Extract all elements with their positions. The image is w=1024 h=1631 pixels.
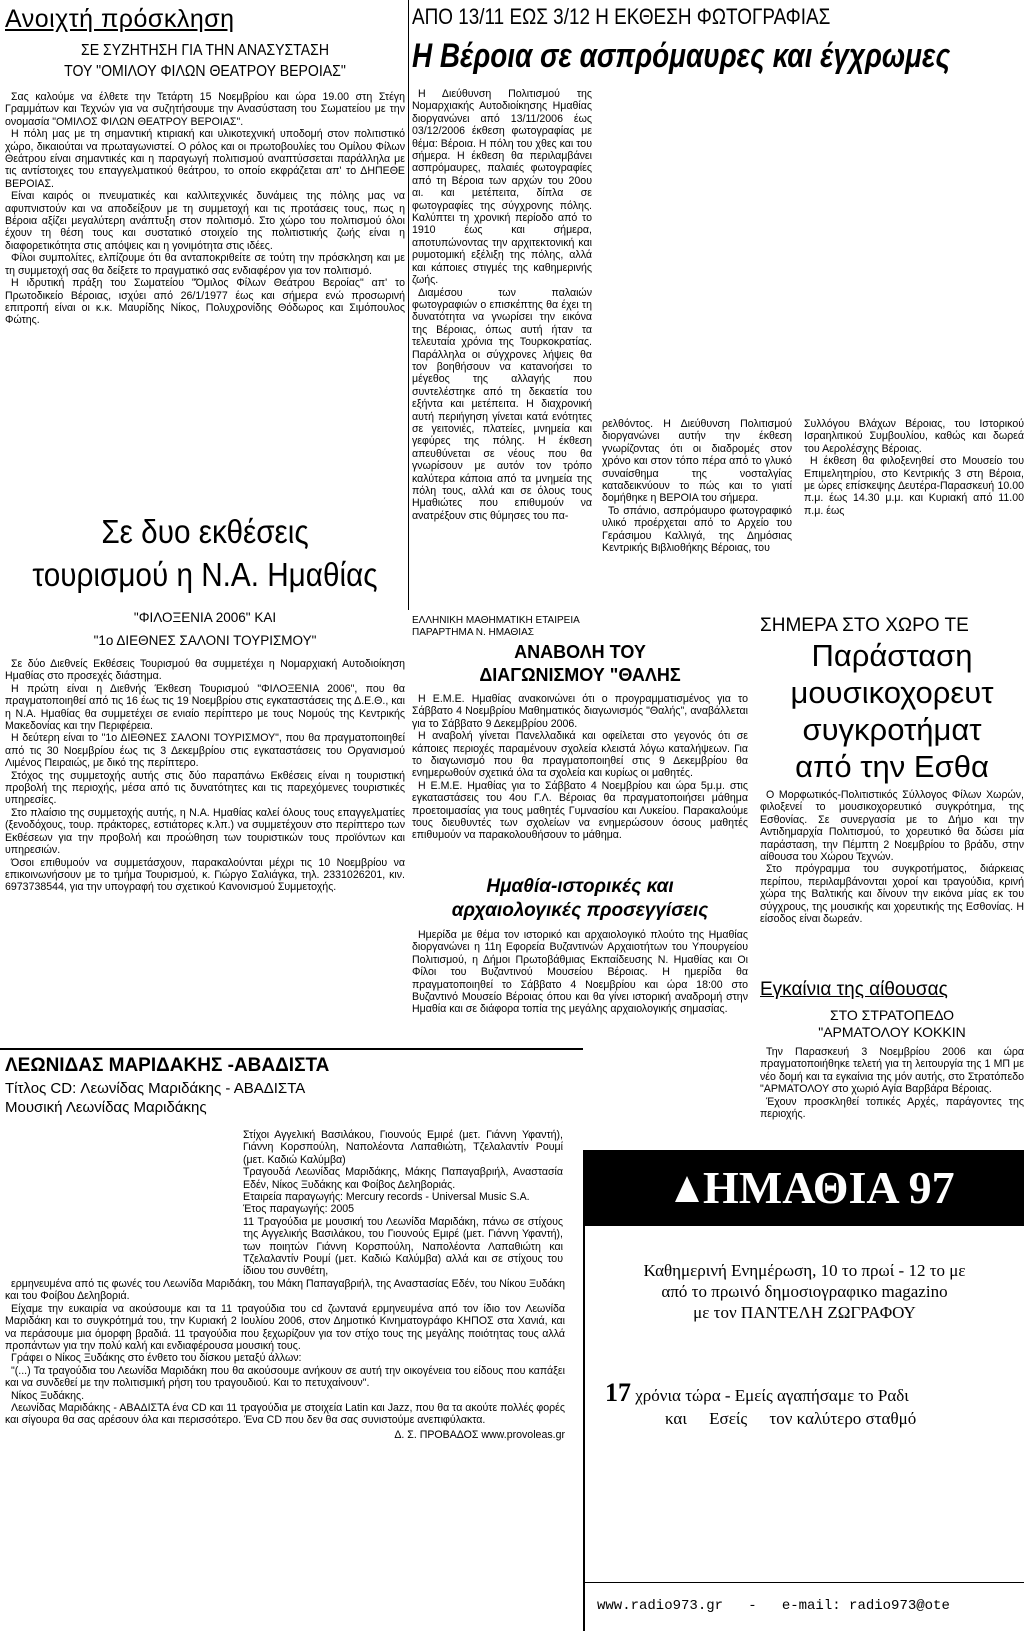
photo-placeholder (602, 88, 1022, 406)
cd-paragraph: ερμηνευμένα από τις φωνές του Λεωνίδα Μαριδάκη, του Μάκη Παπαγαβριήλ, της Αναστασίας Εδέν, του Νίκου Ξυδάκη και του Φοίβου Δεληβοριά. (5, 1277, 565, 1303)
inauguration-paragraph: Έχουν προσκληθεί τοπικές Αρχές, παράγοντες της περιοχής. (760, 1095, 1024, 1121)
radio-line-5b: Εσείς (709, 1409, 748, 1428)
radio-logo: ΗΜΑΘΙΑ 97 (703, 1162, 955, 1213)
cd-paragraph: "(...) Τα τραγούδια του Λεωνίδα Μαριδάκη που θα ακούσουμε ανήκουν σε αυτή την οικογένεια του είδους που καπάξει και να συνδεθεί με την πολιτισμική ρήση του τραγουδιού. Και το πετυχαίνουν". (5, 1364, 565, 1390)
photo-exhibition-paragraph: Διαμέσου των παλαιών φωτογραφιών ο επισκέπτης θα έχει τη δυνατότητα να γνωρίσει την εικόνα της Βέροιας, όπως αυτή ήταν τα τελευταία χρόνια της Τουρκοκρατίας. Παράλληλα οι σύγχρονες λήψεις θα τον βοηθήσουν να κατανοήσει το μέγεθος της αλλαγής που συντελέστηκε από τη δεκαετία του εξήντα και μετέπειτα. Η διαχρονική αυτή περιήγηση γίνεται κατά ενότητες σε γειτονιές, πλατείες, μνημεία και γεφύρες της πόλης. Η έκθεση απευθύνεται σε νέους που θα γνωρίσουν με αυτόν τον τρόπο καλύτερα κάποια από τα μνημεία της πόλη τους, αλλά και σε όλους τους Ημαθιώτες που επιθυμούν να ανατρέξουν στις θύμησες του πα- (412, 286, 592, 522)
history-headline-2: αρχαιολογικές προσεγγίσεις (451, 900, 709, 921)
tourism-paragraph: Η δεύτερη είναι το "1ο ΔΙΕΘΝΕΣ ΣΑΛΟΝΙ ΤΟΥΡΙΣΜΟΥ", που θα πραγματοποιηθεί από τις 30 Νοεμβρίου έως τις 3 Δεκεμβρίου στις εγκαταστάσεις του Οργανισμού Λιμένος Πειραιώς, με δικό της περίπτερο. (5, 732, 405, 770)
radio-line-4: χρόνια τώρα - Εμείς αγαπήσαμε το Ραδι (635, 1386, 909, 1405)
math-kicker-1: ΕΛΛΗΝΙΚΗ ΜΑΘΗΜΑΤΙΚΗ ΕΤΑΙΡΕΙΑ (412, 615, 580, 626)
cd-paragraph: Γράφει ο Νίκος Ξυδάκης στο ένθετο του δίσκου μεταξύ άλλων: (11, 1352, 302, 1365)
radio-ad (585, 1150, 1024, 1631)
cd-detail: Εταιρεία παραγωγής: Mercury records - Universal Music S.A. (243, 1191, 530, 1204)
cd-paragraph: Είχαμε την ευκαιρία να ακούσουμε και τα 11 τραγούδια του cd ζωντανά ερμηνευμένα από τον ίδιο τον Λεωνίδα Μαριδάκη και το συγκρότημά του, την Κυριακή 2 Ιουλίου 2006, στον Δημοτικό Κινηματογράφο ΚΗΠΟΣ στα Χανιά, και να περάσουμε μια όμορφη βραδιά. 11 τραγούδια που ξεχωρίζουν για τον στίχο τους της μεγάλης ποιότητας τους αλλά προπάντων για την πολύ καλή και ενδιαφέρουσα μουσική τους. (5, 1302, 565, 1352)
tourism-subhead-2: "1ο ΔΙΕΘΝΕΣ ΣΑΛΟΝΙ ΤΟΥΡΙΣΜΟΥ" (93, 633, 317, 648)
radio-footer: www.radio973.gr - e-mail: radio973@ote (597, 1598, 950, 1614)
invitation-subtitle-2: ΤΟΥ "ΟΜΙΛΟΥ ΦΙΛΩΝ ΘΕΑΤΡΟΥ ΒΕΡΟΙΑΣ" (64, 63, 346, 80)
inauguration-article (760, 978, 1024, 1128)
math-paragraph: Η αναβολή γίνεται Πανελλαδικά και οφείλεται στο γεγονός ότι σε κάποιες περιοχές παραμένουν σχολεία κλειστά λόγω καταλήψεων. Για το διαγωνισμό που θα πραγματοποιηθεί στις 9 Δεκεμβρίου θα ενημερωθούν σχετικά όλα τα σχολεία και κυρίως οι μαθητές. (412, 730, 748, 780)
dance-headline-1: Παράσταση (811, 638, 973, 673)
inauguration-headline: Εγκαίνια της αίθουσας (760, 979, 948, 1000)
column-divider (408, 0, 409, 610)
dance-headline-4: από την Εσθα (795, 749, 989, 784)
tourism-subhead-1: "ΦΙΛΟΞΕΝΙΑ 2006" ΚΑΙ (133, 610, 277, 625)
radio-line-3: με τον ΠΑΝΤΕΛΗ ΖΩΓΡΑΦΟΥ (693, 1303, 916, 1322)
history-article (412, 875, 748, 1060)
tourism-paragraph: Η πρώτη είναι η Διεθνής Έκθεση Τουρισμού "ΦΙΛΟΞΕΝΙΑ 2006", που θα πραγματοποιηθεί από τις 16 έως τις 19 Νοεμβρίου στις εγκαταστάσεις της Δ.Ε.Θ., και η Ν.Α. Ημαθίας θα συμμετέχει σε ενιαίο περίπτερο με τους Νομούς της Κεντρικής Μακεδονίας και την Περιφέρεια. (5, 682, 405, 733)
invitation-paragraph: Η πόλη μας με τη σημαντική κτιριακή και υλικοτεχνική υποδομή στον πολιτιστικό χώρο, δικαιούται να πρωταγωνιστεί. Ο ρόλος και οι πρωτοβουλίες του Ομίλου Φίλων Θεάτρου είναι σημαντικές και η παραγωγή πολιτισμού αναπτύσσεται παράλληλα με τις αντίστοιχες του επαγγελματικού θεάτρου, το οποίο εκφράζεται απ' το ΔΗΠΕΘΕ ΒΕΡΟΙΑΣ. (5, 128, 405, 190)
tourism-paragraph: Όσοι επιθυμούν να συμμετάσχουν, παρακαλούνται μέχρι τις 10 Νοεμβρίου να επικοινωνήσουν με το τμήμα Τουρισμού, κ. Γιώργο Σαλιάγκα, τηλ. 2331026201, κιν. 6973738544, για την υπογραφή του σχετικού Κανονισμού Συμμετοχής. (5, 856, 405, 894)
cd-detail: Στίχοι Αγγελική Βασιλάκου, Γιουνούς Εμιρέ (μετ. Γιάννη Υφαντή), Γιάννη Κορσπούλη, Ναπολέοντα Λαπαθιώτη, Τζελαλαντίν Ρουμί (μετ. Καδιώ Καλύμβα) (243, 1129, 563, 1166)
radio-footer-rule (585, 1582, 1024, 1583)
radio-line-1: Καθημερινή Ενημέρωση, 10 το πρωί - 12 το με (643, 1261, 966, 1280)
photo-exhibition-paragraph: Η έκθεση θα φιλοξενηθεί στο Μουσείο του Επιμελητηρίου, στο Κεντρικής 3 στη Βέροια, με ώρες επίσκεψης Δευτέρα-Παρασκευή 10.00 π.μ. έως 14.30 μ.μ. και Κυριακή από 11.00 π.μ. έως (804, 455, 1024, 517)
photo-exhibition-article (412, 4, 1024, 604)
dance-headline-3: συγκροτήματ (802, 712, 982, 747)
inauguration-sub-1: ΣΤΟ ΣΤΡΑΤΟΠΕΔΟ (829, 1007, 955, 1023)
invitation-paragraph: Φίλοι συμπολίτες, ελπίζουμε ότι θα ανταποκριθείτε σε τούτη την πρόσκληση και με τη συμμετοχή σας θα δείξετε το πραγματικό σας ενδιαφέρον για τον πολιτισμό. (5, 252, 405, 277)
tourism-article (5, 510, 405, 1045)
cd-signature: Δ. Σ. ΠΡΟΒΑΔΟΣ www.provoleas.gr (394, 1428, 565, 1441)
tourism-headline-1: Σε δυο εκθέσεις (101, 513, 309, 550)
invitation-subtitle-1: ΣΕ ΣΥΖΗΤΗΣΗ ΓΙΑ ΤΗΝ ΑΝΑΣΥΣΤΑΣΗ (80, 42, 329, 59)
tourism-headline-2: τουρισμού η Ν.Α. Ημαθίας (32, 556, 378, 593)
math-paragraph: Η Ε.Μ.Ε. Ημαθίας ανακοινώνει ότι ο προγραμματισμένος για το Σάββατο 4 Νοεμβρίου Μαθηματικός διαγωνισμός "Θαλής", αναβάλλεται για το Σάββατο 9 Δεκεμβρίου 2006. (412, 693, 748, 730)
invitation-paragraph: Είναι καιρός οι πνευματικές και καλλιτεχνικές δυνάμεις της πόλης μας να αφυπνιστούν και να αποδείξουν με τη συμμετοχή και τις προτάσεις τους, πως η Βέροια αξίζει μεγαλύτερη ανάπτυξη στον πολιτισμό. Στο χώρο του πολιτισμού όλοι έχουν τη θέση τους και συστατικό στοιχείο της πολιτιστικής ζωής είναι η διαφορετικότητα στις απόψεις και η γονιμότητα στις ιδέες. (5, 190, 405, 252)
cd-detail: Τραγουδά Λεωνίδας Μαριδάκης, Μάκης Παπαγαβριήλ, Αναστασία Εδέν, Νίκος Ξυδάκης και Φοίβος Δεληβοριάς. (243, 1166, 563, 1191)
math-headline-2: ΔΙΑΓΩΝΙΣΜΟΥ "ΘΑΛΗΣ (479, 665, 681, 685)
tourism-paragraph: Στο πλαίσιο της συμμετοχής αυτής, η Ν.Α. Ημαθίας καλεί όλους τους επαγγελματίες (ξενοδόχους, τουρ. πράκτορες, εστιάτορες κ.λπ.) να συμμετέχουν στο περίπτερο των Εκθέσεων για την προβολή και προώθηση των τουριστικών τους προϊόντων και υπηρεσιών. (5, 806, 405, 857)
cd-detail: Έτος παραγωγής: 2005 (243, 1203, 355, 1216)
inauguration-paragraph: Την Παρασκευή 3 Νοεμβρίου 2006 και ώρα πραγματοποιήθηκε τελετή για τη λειτουργία της 1 ΜΠ με νέο δομή και τα εγκαίνια της μόν αυτής, στο Στρατόπεδο "ΑΡΜΑΤΟΛΟΥ στο χωριό Αγία Βαρβάρα Βέροιας. (760, 1046, 1024, 1096)
cd-headline: ΛΕΩΝΙΔΑΣ ΜΑΡΙΔΑΚΗΣ -ΑΒΑΔΙΣΤΑ (5, 1055, 330, 1076)
cd-paragraph: Λεωνίδας Μαριδάκης - ΑΒΑΔΙΣΤΑ ένα CD και 11 τραγούδια με στοιχεία Latin και Jazz, που θα τα ακούτε πολλές φορές και σίγουρα θα σας αρέσουν όλα και περισσότερο. Ένα CD που δεν θα σας συνιστούμε ανεπιφύλακτα. (5, 1401, 565, 1427)
radio-line-5c: τον καλύτερο σταθμό (769, 1409, 917, 1428)
invitation-paragraph: Η ιδρυτική πράξη του Σωματείου "Όμιλος Φίλων Θεάτρου Βεροίας" απ' το Πρωτοδικείο Βέροιας, ισχύει από 26/1/1977 έως και σήμερα ενώ προσωρινή επιτροπή είναι οι κ.κ. Μαυρίδης Νίκος, Πολυχρονίδης Θόδωρος και Σιμόπουλος Φώτης. (5, 277, 405, 327)
radio-line-5a: και (665, 1409, 687, 1428)
cd-detail: 11 Τραγούδια με μουσική του Λεωνίδα Μαριδάκη, πάνω σε στίχους της Αγγελικής Βασιλάκου, του Γιουνούς Εμιρέ (μετ. Γιάννη Υφαντή), των ποιητών Γιάννη Κορσπούλη, Ναπολέοντα Λαπαθιώτη και Τζελαλαντίν Ρουμί (μετ. Καδιώ Καλύμβα) αλλά και σε στίχους του ίδιου του συνθέτη, (243, 1215, 563, 1278)
invitation-title: Ανοιχτή πρόσκληση (5, 5, 235, 33)
radio-line-2: από το πρωινό δημοσιογραφικο magazino (661, 1282, 948, 1301)
dance-kicker: ΣΗΜΕΡΑ ΣΤΟ ΧΩΡΟ ΤΕ (760, 615, 969, 636)
photo-exhibition-paragraph: Το σπάνιο, ασπρόμαυρο φωτογραφικό υλικό προέρχεται από το Αρχείο του Γεράσιμου Καλλιγά, της Δημόσιας Κεντρικής Βιβλιοθήκης Βέροιας, του (602, 504, 792, 555)
photo-exhibition-paragraph: ρελθόντος. Η Διεύθυνση Πολιτισμού διοργανώνει αυτήν την έκθεση γνωρίζοντας ότι οι διαδρομές στον χρόνο και στον τόπο πέρα από το γλυκό συναίσθημα της νοσταλγίας καταδεικνύουν το πώς και το γιατί δομήθηκε η ΒΕΡΟΙΑ του σήμερα. (602, 418, 792, 505)
dance-article (760, 615, 1024, 965)
cd-article (5, 1055, 565, 1625)
math-article (412, 615, 748, 860)
photo-exhibition-paragraph: Η Διεύθυνση Πολιτισμού της Νομαρχιακής Αυτοδιοίκησης Ημαθίας διοργανώνει από 13/11/2006 έως 03/12/2006 έκθεση φωτογραφίας με θέμα: Βέροια. Η πόλη του χθες και του σήμερα. Η έκθεση θα περιλαμβάνει ασπρόμαυρες, παλαιές φωτογραφίες από τη Βέροια των αρχών του 20ου αι. και μετέπειτα, δίπλα σε φωτογραφίες της σύγχρονης πόλης. Καλύπτει τη χρονική περίοδο από το 1910 έως και σήμερα, αποτυπώνοντας την αρχιτεκτονική και ρυμοτομική εξέλιξη της πόλης, αλλά και κάποιες στιγμές της καθημερινής ζωής. (412, 88, 592, 287)
cd-title-line: Τίτλος CD: Λεωνίδας Μαριδάκης - ΑΒΑΔΙΣΤΑ (5, 1080, 306, 1097)
tourism-paragraph: Σε δύο Διεθνείς Εκθέσεις Τουρισμού θα συμμετέχει η Νομαρχιακή Αυτοδιοίκηση Ημαθίας στο προσεχές διάστημα. (5, 658, 405, 683)
photo-exhibition-headline: Η Βέροια σε ασπρόμαυρες και έγχρωμες (412, 37, 951, 75)
cd-paragraph: Νίκος Ξυδάκης. (11, 1389, 85, 1402)
photo-exhibition-paragraph: Συλλόγου Βλάχων Βέροιας, του Ιστορικού Ισραηλιτικού Συμβουλίου, καθώς και δωρεά του Αερολέσχης Βέροιας. (804, 418, 1024, 455)
tourism-paragraph: Στόχος της συμμετοχής αυτής στις δύο παραπάνω Εκθέσεις είναι η τουριστική προβολή της περιοχής, μέσα από τις δυνατότητες και τις παρεχόμενες τουριστικές υπηρεσίες. (5, 769, 405, 807)
math-paragraph: Η Ε.Μ.Ε. Ημαθίας για το Σάββατο 4 Νοεμβρίου και ώρα 5μ.μ. στις εγκαταστάσεις του 4ου Γ.Λ. Βέροιας θα πραγματοποιήσει μάθημα προετοιμασίας για τους μαθητές Γυμνασίου και Λυκείου. Παρακαλούμε τους διευθυντές των σχολείων να ενημερώσουν όσους μαθητές επιθυμούν να παρακολουθήσουν το μάθημα. (412, 779, 748, 842)
dance-paragraph: Στο πρόγραμμα του συγκροτήματος, διάρκειας περίπου, περιλαμβάνονται χοροί και τραγούδια, κρινή χώρα της Βαλτικής και δίνουν την εικόνα μίας εκ του σύγχρους, της μουσικής και χορευτικής της Εσθονίας. Η είσοδος είναι δωρεάν. (760, 863, 1024, 926)
math-headline-1: ΑΝΑΒΟΛΗ ΤΟΥ (514, 642, 646, 662)
radio-logo-icon (675, 1176, 699, 1202)
invitation-paragraph: Σας καλούμε να έλθετε την Τετάρτη 15 Νοεμβρίου και ώρα 19.00 στη Στέγη Γραμμάτων και Τεχνών για να συζητήσουμε την Ανασύσταση του Σωματείου με την ονομασία "ΟΜΙΛΟΣ ΦΙΛΩΝ ΘΕΑΤΡΟΥ ΒΕΡΟΙΑΣ". (5, 91, 405, 128)
invitation-article (5, 4, 405, 489)
dance-headline-2: μουσικοχορευτ (790, 675, 994, 710)
math-kicker-2: ΠΑΡΑΡΤΗΜΑ Ν. ΗΜΑΘΙΑΣ (412, 627, 534, 638)
cd-music-line: Μουσική Λεωνίδας Μαριδάκης (5, 1099, 207, 1116)
dance-paragraph: Ο Μορφωτικός-Πολιτιστικός Σύλλογος Φίλων Χωρών, φιλοξενεί το μουσικοχορευτικό συγκρότημα, της Εσθονίας. Σε συνεργασία με το Δήμο και την Αντιδημαρχία Πολιτισμού, το χορευτικό θα δώσει μία παράσταση, την Πέμπτη 2 Νοεμβρίου το βράδυ, στην αίθουσα του Χώρου Τεχνών. (760, 789, 1024, 864)
photo-exhibition-kicker: ΑΠΟ 13/11 ΕΩΣ 3/12 Η ΕΚΘΕΣΗ ΦΩΤΟΓΡΑΦΙΑΣ (412, 4, 831, 29)
history-paragraph: Ημερίδα με θέμα τον ιστορικό και αρχαιολογικό πλούτο της Ημαθίας διοργανώνει η 11η Εφορεία Βυζαντινών Αρχαιοτήτων του Υπουργείου Πολιτισμού, η Δήμοι Πρωτοβάθμιας Εκπαίδευσης Ν. Ημαθίας και Οι Φίλοι του Βυζαντινού Μουσείου Βέροιας. Η ημερίδα θα πραγματοποιηθεί το Σάββατο 4 Νοεμβρίου και ώρα 18:00 στο Βυζαντινό Μουσείο Βέροιας όπου και θα γίνει ιστορική αναδρομή στην Ημαθία και σε διάφορα τοπία της μεγάλης αρχαιολογικής σημασίας. (412, 929, 748, 1016)
inauguration-sub-2: "ΑΡΜΑΤΟΛΟΥ ΚΟΚΚΙΝ (818, 1024, 966, 1040)
radio-years-number: 17 (605, 1378, 631, 1407)
history-headline-1: Ημαθία-ιστορικές και (486, 876, 674, 897)
